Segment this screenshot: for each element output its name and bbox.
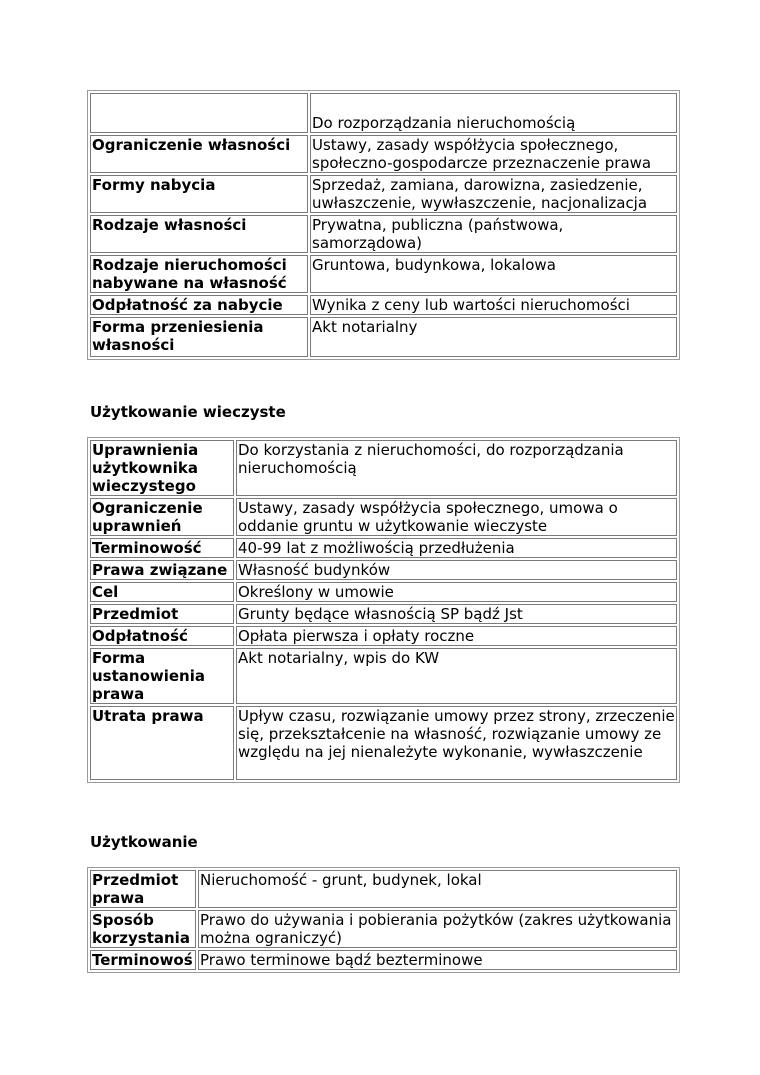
table-row bbox=[90, 215, 677, 253]
row-value: Akt notarialny bbox=[310, 317, 677, 357]
table-row bbox=[90, 560, 677, 580]
row-key bbox=[90, 93, 308, 133]
table-row bbox=[90, 295, 677, 315]
row-value: Ustawy, zasady współżycia społecznego, społeczno-gospodarcze przeznaczenie prawa bbox=[310, 135, 677, 173]
row-value: Prawo do używania i pobierania pożytków (zakres użytkowania można ograniczyć) bbox=[198, 910, 677, 948]
table-row bbox=[90, 950, 677, 970]
row-key: Przedmiot prawa bbox=[90, 870, 196, 908]
row-key: Forma ustanowienia prawa bbox=[90, 648, 234, 704]
row-key: Terminowoś bbox=[90, 950, 196, 970]
row-value: Akt notarialny, wpis do KW bbox=[236, 648, 677, 704]
row-key: Ograniczenie uprawnień bbox=[90, 498, 234, 536]
row-value: Wynika z ceny lub wartości nieruchomości bbox=[310, 295, 677, 315]
row-value: Gruntowa, budynkowa, lokalowa bbox=[310, 255, 677, 293]
row-key: Utrata prawa bbox=[90, 706, 234, 780]
row-key: Uprawnienia użytkownika wieczystego bbox=[90, 440, 234, 496]
row-key: Przedmiot bbox=[90, 604, 234, 624]
ownership-table bbox=[87, 90, 680, 360]
row-value-text: Do rozporządzania nieruchomością bbox=[312, 114, 576, 132]
row-value: Grunty będące własnością SP bądź Jst bbox=[236, 604, 677, 624]
row-key: Odpłatność za nabycie bbox=[90, 295, 308, 315]
usufruct-table bbox=[87, 867, 680, 973]
row-value bbox=[310, 93, 677, 133]
row-key: Formy nabycia bbox=[90, 175, 308, 213]
table-row bbox=[90, 538, 677, 558]
row-key: Prawa związane bbox=[90, 560, 234, 580]
table-row bbox=[90, 582, 677, 602]
row-key: Forma przeniesienia własności bbox=[90, 317, 308, 357]
row-key: Odpłatność bbox=[90, 626, 234, 646]
row-value: 40-99 lat z możliwością przedłużenia bbox=[236, 538, 677, 558]
perpetual-usufruct-table bbox=[87, 437, 680, 783]
table-row bbox=[90, 626, 677, 646]
table-row bbox=[90, 604, 677, 624]
table-row bbox=[90, 175, 677, 213]
row-value: Upływ czasu, rozwiązanie umowy przez strony, zrzeczenie się, przekształcenie na własność, rozwiązanie umowy ze względu na jej nienależyte wykonanie, wywłaszczenie bbox=[236, 706, 677, 780]
row-key: Sposób korzystania bbox=[90, 910, 196, 948]
table-row bbox=[90, 910, 677, 948]
row-value: Nieruchomość - grunt, budynek, lokal bbox=[198, 870, 677, 908]
table-row bbox=[90, 498, 677, 536]
row-value: Prywatna, publiczna (państwowa, samorządowa) bbox=[310, 215, 677, 253]
section-heading-usufruct: Użytkowanie bbox=[90, 833, 198, 851]
row-value: Sprzedaż, zamiana, darowizna, zasiedzenie, uwłaszczenie, wywłaszczenie, nacjonalizacja bbox=[310, 175, 677, 213]
row-value: Określony w umowie bbox=[236, 582, 677, 602]
row-key: Rodzaje własności bbox=[90, 215, 308, 253]
row-value: Do korzystania z nieruchomości, do rozporządzania nieruchomością bbox=[236, 440, 677, 496]
table-row bbox=[90, 440, 677, 496]
table-row bbox=[90, 648, 677, 704]
row-key: Ograniczenie własności bbox=[90, 135, 308, 173]
row-value: Ustawy, zasady współżycia społecznego, umowa o oddanie gruntu w użytkowanie wieczyste bbox=[236, 498, 677, 536]
row-key: Terminowość bbox=[90, 538, 234, 558]
row-value: Opłata pierwsza i opłaty roczne bbox=[236, 626, 677, 646]
table-row bbox=[90, 255, 677, 293]
table-row bbox=[90, 870, 677, 908]
table-row bbox=[90, 706, 677, 780]
row-key: Rodzaje nieruchomości nabywane na własność bbox=[90, 255, 308, 293]
table-row bbox=[90, 317, 677, 357]
table-row bbox=[90, 135, 677, 173]
section-heading-perpetual-usufruct: Użytkowanie wieczyste bbox=[90, 403, 286, 421]
row-key: Cel bbox=[90, 582, 234, 602]
row-value: Własność budynków bbox=[236, 560, 677, 580]
row-value: Prawo terminowe bądź bezterminowe bbox=[198, 950, 677, 970]
table-row bbox=[90, 93, 677, 133]
